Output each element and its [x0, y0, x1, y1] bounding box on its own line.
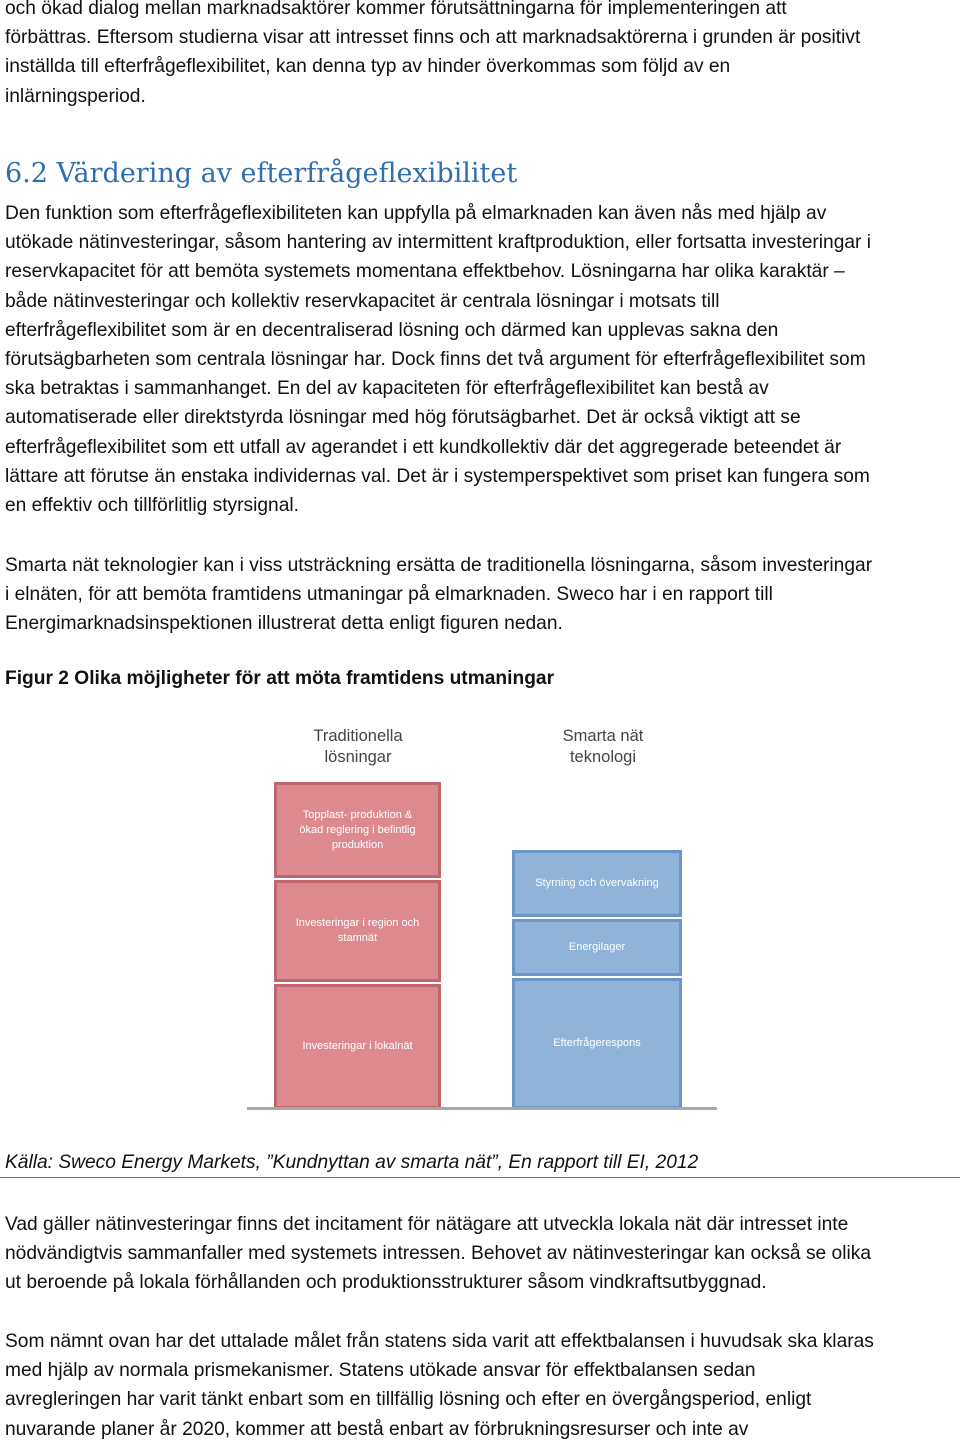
box-peak-production: Topplast- produktion & ökad reglering i befintlig produktion [274, 782, 441, 878]
figure-caption: Figur 2 Olika möjligheter för att möta framtidens utmaningar [5, 668, 555, 689]
paragraph-power-balance: Som nämnt ovan har det uttalade målet från statens sida varit att effektbalansen i huvudsak ska klaras med hjälp av normala prismekanismer. Statens utökade ansvar för effektbalansen sedan avregleringen har varit tänkt enbart som en tillfällig lösning och efter en övergångsperiod, enligt nuvarande planer år 2020, kommer att bestå enbart av förbrukningsresurser och inte av [5, 1331, 874, 1440]
traditional-solutions-title: Traditionella lösningar [313, 727, 403, 766]
section-heading: 6.2 Värdering av efterfrågeflexibilitet [5, 158, 518, 189]
paragraph-grid-investment: Vad gäller nätinvesteringar finns det incitament för nätägare att utveckla lokala nät där intresset inte nödvändigtvis sammanfaller med systemets intressen. Behovet av nätinvesteringar kan också se olika ut beroende på lokala förhållanden och produktionsstrukturer såsom vindkraftsutbyggnad. [5, 1214, 871, 1294]
box-local-grid-investment: Investeringar i lokalnät [274, 984, 441, 1109]
smart-grid-title: Smarta nät teknologi [562, 727, 644, 766]
paragraph-valuation: Den funktion som efterfrågeflexibiliteten kan uppfylla på elmarknaden kan även nås med hjälp av utökade nätinvesteringar, såsom hantering av intermittent kraftproduktion, eller fortsatta investeringar i reservkapacitet för att bemöta systemets momentana effektbehov. Lösningarna har olika karaktär – både nätinvesteringar och kollektiv reservkapacitet är centrala lösningar i motsats till efterfrågeflexibilitet som är en decentraliserad lösning och därmed kan upplevas sakna den förutsägbarheten som centrala lösningar har. Dock finns det två argument för efterfrågeflexibilitet som ska betraktas i sammanhanget. En del av kapaciteten för efterfrågeflexibilitet kan bestå av automatiserade eller direktstyrda lösningar med hög förutsägbarhet. Det är också viktigt att se efterfrågeflexibilitet som ett utfall av agerandet i ett kundkollektiv där det aggregerade beteendet är lättare att förutse än enstaka individernas val. Det är i systemperspektivet som priset kan fungera som en effektiv och tillförlitlig styrsignal. [5, 203, 872, 517]
source-divider [0, 1177, 960, 1178]
box-energy-storage: Energilager [512, 919, 682, 976]
box-control-monitoring: Styrning och övervakning [512, 850, 682, 917]
figure-baseline [247, 1107, 717, 1110]
box-regional-grid-investment: Investeringar i region och stamnät [274, 880, 441, 982]
figure-diagram [240, 720, 720, 1115]
paragraph-intro: och ökad dialog mellan marknadsaktörer kommer förutsättningarna för implementeringen att förbättras. Eftersom studierna visar att intresset finns och att marknadsaktörerna i grunden är positivt inställda till efterfrågeflexibilitet, kan denna typ av hinder överkommas som följd av en inlärningsperiod. [5, 0, 861, 107]
figure-source: Källa: Sweco Energy Markets, ”Kundnyttan av smarta nät”, En rapport till EI, 2012 [5, 1152, 699, 1173]
box-demand-response: Efterfrågerespons [512, 978, 682, 1109]
paragraph-smart-grids: Smarta nät teknologier kan i viss utsträckning ersätta de traditionella lösningarna, såsom investeringar i elnäten, för att bemöta framtidens utmaningar på elmarknaden. Sweco har i en rapport till Energimarknadsinspektionen illustrerat detta enligt figuren nedan. [5, 555, 873, 635]
